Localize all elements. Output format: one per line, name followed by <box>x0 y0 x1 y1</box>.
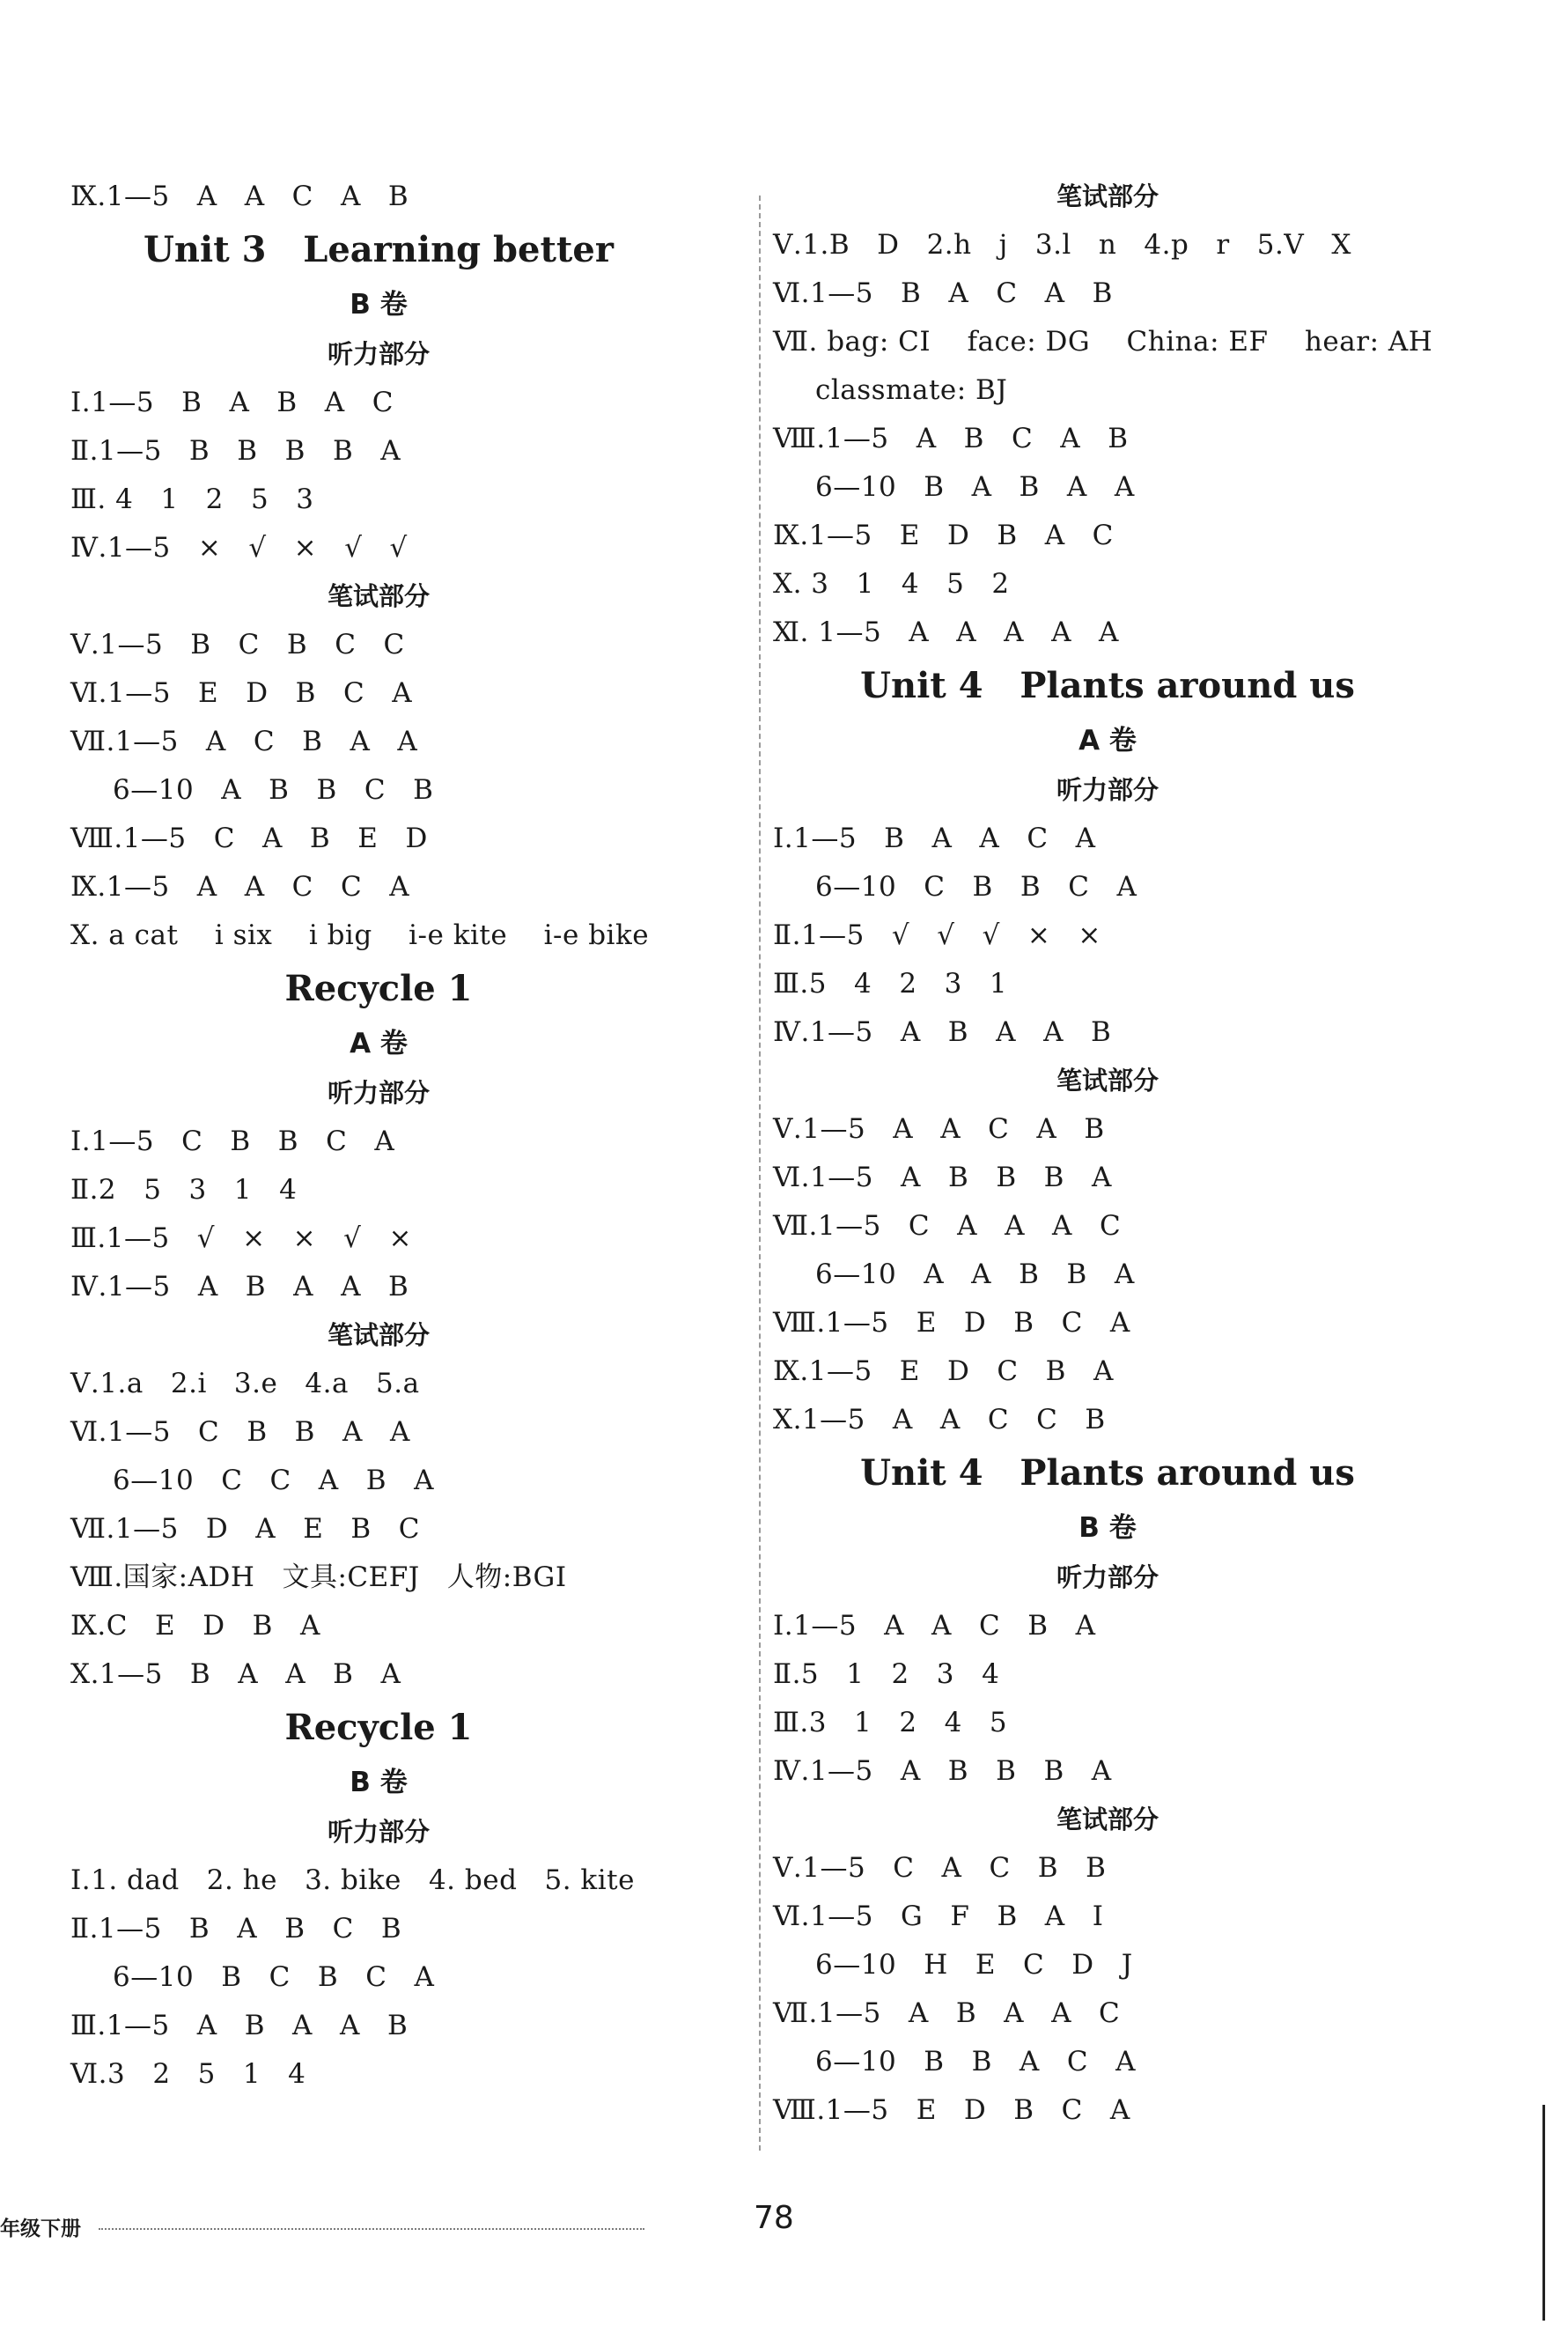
answer-line: Ⅱ.1—5 B B B B A <box>70 435 401 467</box>
section-heading: 听力部分 <box>327 1817 430 1847</box>
page-edge-shadow <box>1542 2105 1545 2321</box>
answer-line: Ⅳ.1—5 A B B B A <box>773 1755 1112 1787</box>
paper-heading: A 卷 <box>1078 725 1137 757</box>
answer-line: Ⅹ.1—5 A A C C B <box>773 1404 1106 1436</box>
answer-line: Ⅰ.1—5 B A A C A <box>773 823 1096 854</box>
section-heading: 听力部分 <box>327 1078 430 1108</box>
answer-line: Ⅳ.1—5 A B A A B <box>70 1271 409 1303</box>
section-heading: 听力部分 <box>1056 1562 1159 1592</box>
answer-line-continued: 6—10 A A B B A <box>815 1258 1135 1290</box>
unit-heading: Unit 4 Plants around us <box>860 665 1355 706</box>
answer-line: Ⅲ.5 4 2 3 1 <box>773 968 1008 1000</box>
unit-heading: Unit 3 Learning better <box>144 229 614 270</box>
column-divider <box>759 196 761 2151</box>
answer-line: Ⅰ.1—5 C B B C A <box>70 1126 395 1157</box>
answer-line: Ⅹ. a cat i six i big i-e kite i-e bike <box>70 919 650 951</box>
answer-line: Ⅱ.1—5 B A B C B <box>70 1913 402 1945</box>
answer-line: Ⅷ.1—5 A B C A B <box>773 423 1129 454</box>
section-heading: 笔试部分 <box>327 1320 430 1350</box>
answer-line: Ⅰ.1—5 A A C B A <box>773 1610 1096 1642</box>
answer-line: Ⅶ.1—5 A B A A C <box>773 1997 1121 2029</box>
answer-line: Ⅸ.C E D B A <box>70 1610 320 1642</box>
answer-line-continued: 6—10 B C B C A <box>113 1961 435 1993</box>
answer-line: Ⅴ.1.a 2.i 3.e 4.a 5.a <box>70 1368 420 1399</box>
answer-line: Ⅵ.1—5 E D B C A <box>70 677 413 709</box>
unit-heading: Recycle 1 <box>284 1707 473 1748</box>
paper-heading: B 卷 <box>350 1767 408 1798</box>
answer-line: Ⅸ.1—5 E D C B A <box>773 1355 1114 1387</box>
answer-line-continued: 6—10 C B B C A <box>815 871 1137 903</box>
answer-line: Ⅶ.1—5 D A E B C <box>70 1513 420 1545</box>
answer-line: Ⅵ.3 2 5 1 4 <box>70 2058 306 2090</box>
answer-line: Ⅲ.3 1 2 4 5 <box>773 1707 1008 1738</box>
answer-line-continued: 6—10 B B A C A <box>815 2046 1137 2078</box>
answer-line: Ⅴ.1—5 C A C B B <box>773 1852 1107 1884</box>
answer-line: Ⅷ.1—5 C A B E D <box>70 823 428 854</box>
page-number: 78 <box>754 2200 794 2236</box>
answer-line: Ⅱ.2 5 3 1 4 <box>70 1174 298 1206</box>
answer-line: Ⅸ.1—5 A A C C A <box>70 871 410 903</box>
answer-line-continued: 6—10 C C A B A <box>113 1465 434 1496</box>
answer-line: Ⅵ.1—5 G F B A I <box>773 1900 1104 1932</box>
answer-line: Ⅰ.1. dad 2. he 3. bike 4. bed 5. kite <box>70 1864 635 1896</box>
answer-line: Ⅹ. 3 1 4 5 2 <box>773 568 1010 600</box>
section-heading: 笔试部分 <box>327 581 430 611</box>
footer-dotted-rule <box>99 2228 644 2230</box>
answer-line-continued: 6—10 H E C D J <box>815 1949 1133 1981</box>
unit-heading: Recycle 1 <box>284 968 473 1009</box>
answer-line: Ⅵ.1—5 A B B B A <box>773 1162 1112 1193</box>
answer-line: Ⅶ. bag: CI face: DG China: EF hear: AH <box>773 326 1433 358</box>
answer-line: Ⅵ.1—5 B A C A B <box>773 277 1113 309</box>
answer-line: Ⅲ.1—5 A B A A B <box>70 2010 409 2041</box>
answer-line: Ⅱ.1—5 √ √ √ × × <box>773 919 1101 951</box>
answer-line: Ⅷ.1—5 E D B C A <box>773 2094 1130 2126</box>
answer-line: Ⅸ.1—5 A A C A B <box>70 181 409 212</box>
section-heading: 笔试部分 <box>1056 1805 1159 1834</box>
section-heading: 笔试部分 <box>1056 1066 1159 1096</box>
answer-line: Ⅶ.1—5 C A A A C <box>773 1210 1122 1242</box>
answer-line-continued: 6—10 B A B A A <box>815 471 1135 503</box>
answer-line-continued: classmate: BJ <box>815 374 1008 406</box>
answer-line: Ⅲ.1—5 √ × × √ × <box>70 1222 412 1254</box>
paper-heading: A 卷 <box>350 1028 408 1059</box>
right-column <box>773 173 1442 2135</box>
section-heading: 笔试部分 <box>1056 181 1159 211</box>
answer-line: Ⅹ.1—5 B A A B A <box>70 1658 401 1690</box>
answer-line: Ⅶ.1—5 A C B A A <box>70 726 418 757</box>
answer-line: Ⅺ. 1—5 A A A A A <box>773 616 1119 648</box>
unit-heading: Unit 4 Plants around us <box>860 1452 1355 1494</box>
answer-line: Ⅴ.1—5 B C B C C <box>70 629 405 661</box>
answer-line: Ⅷ.1—5 E D B C A <box>773 1307 1130 1339</box>
answer-line: Ⅵ.1—5 C B B A A <box>70 1416 410 1448</box>
answer-line: Ⅲ. 4 1 2 5 3 <box>70 483 314 515</box>
paper-heading: B 卷 <box>350 289 408 321</box>
answer-line: Ⅸ.1—5 E D B A C <box>773 520 1114 551</box>
answer-line: Ⅴ.1—5 A A C A B <box>773 1113 1105 1145</box>
book-label: 年级下册 <box>0 2218 81 2240</box>
answer-line: Ⅰ.1—5 B A B A C <box>70 387 394 418</box>
answer-line: Ⅴ.1.B D 2.h j 3.l n 4.p r 5.V X <box>773 229 1351 261</box>
paper-heading: B 卷 <box>1078 1512 1137 1544</box>
left-column <box>70 173 687 2099</box>
section-heading: 听力部分 <box>327 339 430 369</box>
answer-line: Ⅳ.1—5 × √ × √ √ <box>70 532 408 564</box>
answer-line: Ⅳ.1—5 A B A A B <box>773 1016 1112 1048</box>
answer-line-continued: 6—10 A B B C B <box>113 774 434 806</box>
section-heading: 听力部分 <box>1056 775 1159 805</box>
answer-line: Ⅱ.5 1 2 3 4 <box>773 1658 1000 1690</box>
answer-line: Ⅷ.国家:ADH 文具:CEFJ 人物:BGI <box>70 1561 567 1593</box>
